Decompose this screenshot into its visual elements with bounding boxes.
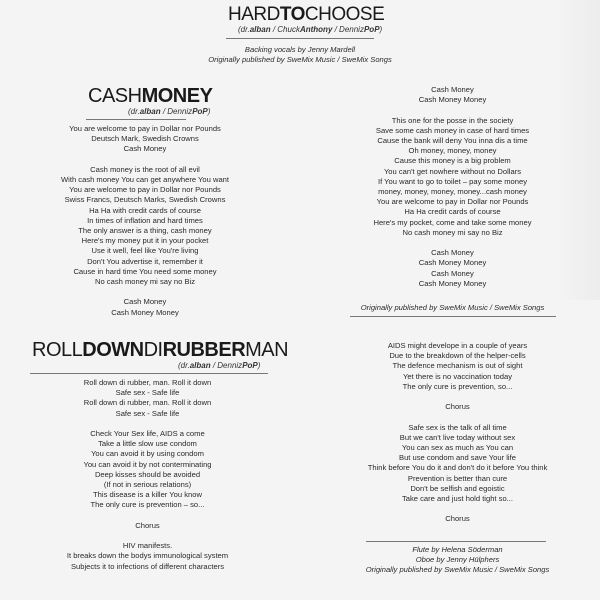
lyric-line: Think before You do it and don't do it before You think [367,463,548,473]
lyric-line: Cash Money [123,297,167,307]
song-title-hard-to-choose [228,4,384,26]
lyric-line: Oboe by Jenny Hülphers [415,555,500,565]
lyric-line: Safe sex - Safe life [115,388,180,398]
stanza-gap [40,511,255,521]
lyric-line: You can avoid it by using condom [91,449,204,459]
stanza-gap [340,238,565,248]
lyric-line: Originally published by SweMix Music / SweMix Songs [365,565,550,575]
section-divider [366,541,546,542]
lyric-line: Deep kisses should be avoided [94,469,201,479]
roll-down-lyrics-right [335,341,580,525]
lyric-line: Roll down di rubber, man. Roll it down [83,398,212,408]
song-title-cash-money [88,85,212,108]
roll-down-notes [335,545,580,576]
stanza-gap [335,412,580,422]
lyric-line: If You want to go to toilet – pay some money [377,176,527,186]
lyric-line: Yet there is no vaccination today [402,371,513,381]
cash-money-closing-note [340,303,565,313]
lyric-line: Cause this money is a big problem [394,156,511,166]
cash-money-lyrics [40,124,250,318]
lyric-line: You can't get nowhere without no Dollars [383,166,522,176]
lyric-line: But we can't live today without sex [399,432,516,442]
lyric-line: (If not in serious relations) [103,480,192,490]
lyric-line: Check Your Sex life, AIDS a come [90,429,205,438]
note-line: Originally published by SweMix Music / SweMix Songs [360,303,545,312]
lyric-line: Cash Money [431,268,474,278]
section-divider [350,316,556,317]
lyric-line: Cash Money Money [418,95,487,105]
lyric-line: Chorus [445,402,470,412]
lyric-line: In times of inflation and hard times [87,215,203,225]
title-underline [30,373,268,374]
lyric-line: But use condom and save Your life [399,453,516,463]
stanza-gap [40,531,255,541]
stanza-gap [335,392,580,402]
lyric-line: Prevention is better than cure [407,473,508,483]
lyric-line: Here's my money put it in your pocket [81,236,209,246]
lyric-line: Cash money is the root of all evil [90,164,200,174]
title-part: MAN [245,339,289,361]
title-part: CHOOSE [304,4,385,25]
title-part: HARD [228,4,280,25]
stanza-gap [40,155,250,165]
lyric-line: Cash Money [123,144,167,154]
lyric-line: Safe sex is the talk of all time [408,422,507,432]
lyric-line: Safe sex - Safe life [115,408,180,418]
lyric-line: Don't You advertise it, remember it [87,256,203,266]
lyric-line: Take care and just hold tight so... [401,494,514,504]
lyric-line: This one for the posse in the society [391,115,514,125]
lyric-line: Here's my pocket, come and take some money [373,217,532,227]
lyric-line: This disease is a killer You know [93,490,202,500]
lyric-line: You can sex as much as You can [401,443,514,452]
lyric-line: Cause in hard time You need some money [73,266,217,276]
title-part: MONEY [141,85,213,107]
song-credit-hard-to-choose: (dr.alban / ChuckAnthony / DennizPoP) [238,25,383,34]
title-part: RUBBER [162,339,246,361]
lyric-line: Cash Money Money [418,278,487,288]
roll-down-lyrics-left [40,378,255,572]
title-part: TO [279,4,305,25]
stanza-gap [340,105,565,115]
lyric-line: The only cure is prevention – so... [90,500,205,510]
song-credit-roll-down: (dr.alban / DennizPoP) [178,361,261,370]
lyric-line: It breaks down the bodys immunological system [66,551,229,561]
title-part: ROLL [32,339,83,361]
lyric-line: Cash Money Money [418,258,487,268]
lyric-line: Take a little slow use condom [98,439,197,449]
lyric-line: AIDS might develope in a couple of years [387,341,528,350]
lyric-line: The only answer is a thing, cash money [78,226,212,236]
lyric-line: No cash money mi say no Biz [94,277,196,287]
lyric-line: No cash money mi say no Biz [402,227,503,237]
lyric-line: The only cure is prevention, so... [402,381,513,391]
lyric-line: Save some cash money in case of hard times [375,125,530,135]
song-title-roll-down-di-rubber-man [32,339,288,362]
lyric-line: Don't be selfish and egoistic [410,483,505,493]
lyric-line: money, money, money, money...cash money [378,187,527,197]
lyric-line: Roll down di rubber, man. Roll it down [83,378,212,387]
lyric-line: Deutsch Mark, Swedish Crowns [91,134,199,144]
lyric-line: You can avoid it by not conterminating [83,459,212,469]
lyric-line: You are welcome to pay in Dollar nor Pounds [376,197,529,207]
lyric-line: With cash money You can get anywhere You want [60,175,230,184]
lyric-line: Cash Money [431,85,474,94]
lyric-line: Ha Ha credit cards of course [404,207,501,217]
title-part: DOWN [82,339,144,361]
title-part: DI [143,339,163,361]
note-line: Backing vocals by Jenny Mardell [244,45,356,54]
lyric-line: HIV manifests. [122,541,173,551]
lyric-line: Chorus [135,520,160,530]
lyric-line: You are welcome to pay in Dollar nor Pounds [69,124,221,133]
lyric-line: Subjects it to infections of different characters [70,561,225,571]
lyric-line: Swiss Francs, Deutsch Marks, Swedish Crowns [64,195,226,205]
lyric-line: Cash Money Money [111,307,179,317]
stanza-gap [40,287,250,297]
lyric-line: Cash Money [431,248,474,258]
lyric-line: Use it well, feel like You're living [91,246,199,256]
title-underline [226,38,374,39]
lyric-line: Ha Ha with credit cards of course [89,205,201,215]
lyric-line: Due to the breakdown of the helper-cells [389,351,526,361]
title-underline [86,119,186,120]
cash-money-lyrics-continued [340,85,565,289]
lyric-line: Chorus [445,514,470,524]
lyric-line: You are welcome to pay in Dollar nor Pounds [69,185,221,195]
title-part: CASH [88,85,142,107]
lyric-line: The defence mechanism is out of sight [392,361,523,371]
stanza-gap [40,419,255,429]
stanza-gap [335,504,580,514]
song1-notes [180,45,420,65]
lyric-line: Oh money, money, money [408,146,497,156]
song-credit-cash-money: (dr.alban / DennizPoP) [128,107,211,116]
lyric-line: Flute by Helena Söderman [412,545,503,554]
note-line: Originally published by SweMix Music / SweMix Songs [208,55,392,65]
lyric-line: Cause the bank will deny You inna dis a time [377,136,528,145]
